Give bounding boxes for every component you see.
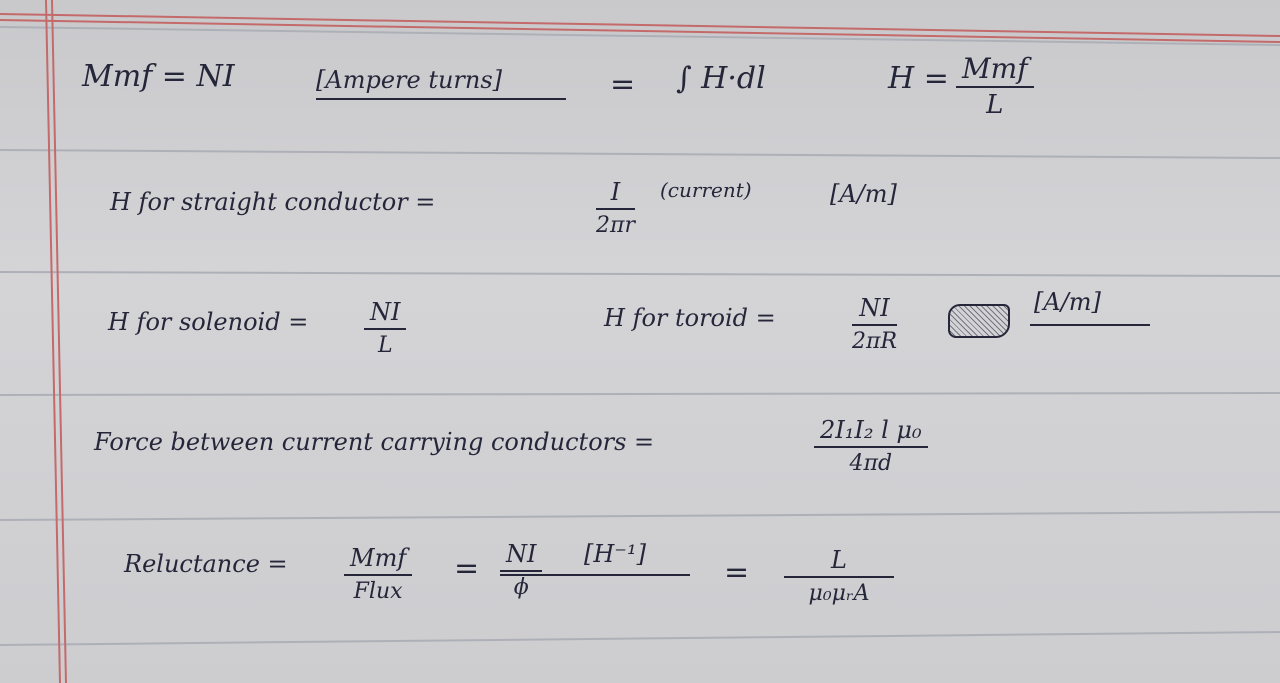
- toroid-numerator: NI: [852, 296, 897, 326]
- reluctance-phi: ϕ: [513, 575, 529, 601]
- reluctance-fraction-mmf-flux: [344, 546, 412, 603]
- margin-top-line: [0, 14, 1280, 36]
- rule-line: [0, 27, 1280, 45]
- solenoid-fraction: [364, 300, 406, 357]
- equals-sign: =: [454, 551, 480, 586]
- toroid-label: H for toroid =: [604, 304, 776, 332]
- rule-line: [0, 512, 1280, 520]
- toroid-fraction: [852, 296, 897, 353]
- reluctance-fraction-ni-phi: [500, 542, 542, 599]
- mmf-definition: Mmf = NI: [82, 59, 235, 94]
- equals-sign: =: [610, 67, 636, 102]
- rule-line: [0, 632, 1280, 645]
- solenoid-denominator: L: [377, 333, 393, 359]
- margin-left-line: [52, 0, 66, 683]
- h-fraction: [956, 54, 1034, 120]
- straight-conductor-fraction: [596, 180, 635, 237]
- solenoid-label: H for solenoid =: [108, 308, 309, 336]
- reluctance-flux: Flux: [353, 579, 403, 605]
- scribbled-out-word: [948, 304, 1010, 338]
- straight-conductor-label: H for straight conductor =: [110, 188, 436, 216]
- mmf-unit: [Ampere turns]: [316, 66, 503, 94]
- h-definition: H =: [888, 61, 949, 96]
- margin-left-line: [46, 0, 60, 683]
- straight-numerator: I: [596, 180, 635, 210]
- reluctance-unit-underline: [500, 574, 690, 576]
- mmf-unit-underline: [316, 98, 566, 100]
- force-label: Force between current carrying conductors =: [94, 428, 655, 456]
- h-numerator: Mmf: [956, 54, 1034, 88]
- straight-denominator: 2πr: [596, 213, 635, 239]
- equals-sign: =: [724, 555, 750, 590]
- toroid-denominator: 2πR: [852, 329, 898, 355]
- toroid-unit: [A/m]: [1034, 288, 1101, 316]
- line-integral: ∫ H·dl: [676, 61, 766, 96]
- reluctance-length: L: [784, 548, 894, 578]
- rule-line: [0, 150, 1280, 158]
- solenoid-numerator: NI: [364, 300, 406, 330]
- force-numerator: 2I₁I₂ l μ₀: [814, 418, 928, 448]
- rule-line: [0, 272, 1280, 276]
- margin-top-line: [0, 20, 1280, 42]
- force-fraction: [814, 418, 928, 475]
- toroid-unit-underline: [1030, 324, 1150, 326]
- current-note: (current): [660, 178, 752, 202]
- reluctance-unit: [H⁻¹]: [584, 540, 646, 568]
- reluctance-area-term: μ₀μᵣA: [808, 581, 870, 607]
- reluctance-fraction-length: [784, 548, 894, 605]
- force-denominator: 4πd: [849, 451, 893, 477]
- rule-line: [0, 393, 1280, 395]
- h-denominator: L: [986, 90, 1004, 121]
- reluctance-ni: NI: [500, 542, 542, 572]
- straight-unit: [A/m]: [830, 180, 897, 208]
- reluctance-label: Reluctance =: [124, 550, 288, 578]
- reluctance-mmf: Mmf: [344, 546, 412, 576]
